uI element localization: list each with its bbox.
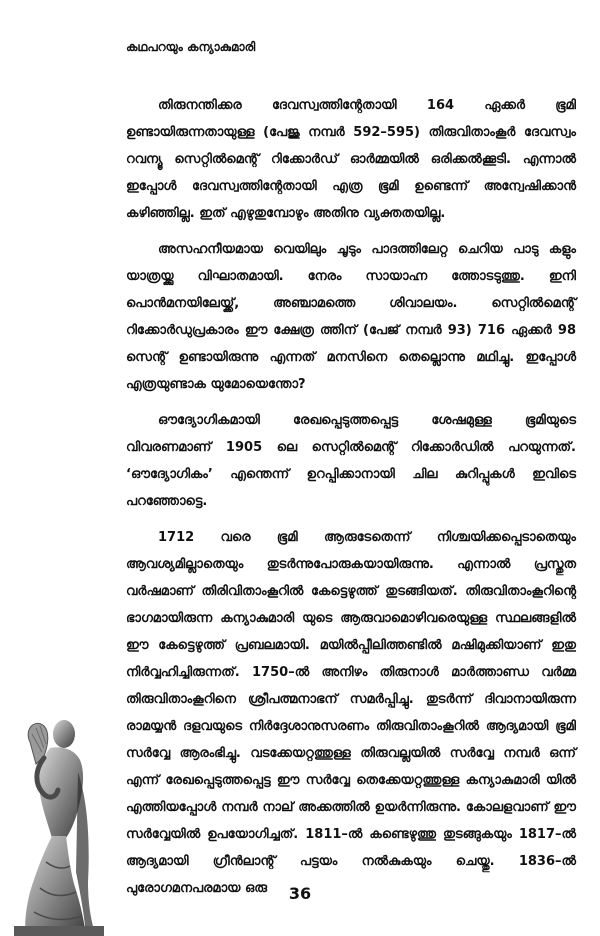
paragraph: അസഹനീയമായ വെയിലും ചൂടും പാദത്തിലേറ്റ ചെറിയ പാടു കളും യാത്രയ്ക്കു വിഘാതമായി. നേരം സായാഹ്ന ത്തോടടുത്തു. ഇനി പൊൻമനയിലേയ്ക്ക്, അഞ്ചാമത്തെ ശിവാലയം. സെറ്റിൽമെന്റ് റിക്കോർഡുപ്രകാരം ഈ ക്ഷേത്ര ത്തിന് (പേജ് നമ്പർ 93) 716 ഏക്കർ 98 സെന്റ് ഉണ്ടായിരുന്നു എന്നത് മനസിനെ തെല്ലൊന്നു മഥിച്ചു. ഇപ്പോൾ എത്രയുണ്ടാക യുമോയെന്തോ? [126, 242, 576, 392]
paragraph: 1712 വരെ ഭൂമി ആരുടേതെന്ന് നിശ്ചയിക്കപ്പെടാതെയും ആവശ്യമില്ലാതെയും തുടർന്നുപോരുകയായിരുന്നു. എന്നാൽ പ്രസ്തുത വർഷമാണ് തിരിവിതാംകൂറിൽ കേട്ടെഴുത്ത് തുടങ്ങിയത്. തിരുവിതാംകൂറിന്റെ ഭാഗമായിരുന്ന കന്യാകുമാരി യുടെ ആരുവാമൊഴിവരെയുള്ള സ്ഥലങ്ങളിൽ ഈ കേട്ടെഴുത്ത് പ്രബലമായി. മയിൽപ്പീലിത്തണ്ടിൽ മഷിമുക്കിയാണ് ഇതു നിർവ്വഹിച്ചിരുന്നത്. 1750–ൽ അനിഴം തിരുനാൾ മാർത്താണ്ഡ വർമ്മ തിരുവിതാംകൂറിനെ ശ്രീപത്മനാഭന് സമർപ്പിച്ചു. തുടർന്ന് ദിവാനായിരുന്ന രാമയ്യൻ ദളവയുടെ നിർദ്ദേശാനുസരണം തിരുവിതാംകൂറിൽ ആദ്യമായി ഭൂമി സർവ്വേ ആരംഭിച്ചു. വടക്കേയറ്റത്തുള്ള തിരുവല്ലയിൽ സർവ്വേ നമ്പർ ഒന്ന് എന്ന് രേഖപ്പെടുത്തപ്പെട്ട ഈ സർവ്വേ തെക്കേയറ്റത്തുള്ള കന്യാകുമാരി യിൽ എത്തിയപ്പോൾ നമ്പർ നാല് അക്കത്തിൽ ഉയർന്നിരുന്നു. കോലളവാണ് ഈ സർവ്വേയിൽ ഉപയോഗിച്ചത്. 1811–ൽ കണ്ടെഴുത്തു തുടങ്ങുകയും 1817–ൽ ആദ്യമായി ഗ്രീൻലാന്റ് പട്ടയം നൽകുകയും ചെയ്തു. 1836–ൽ പുരോഗമനപരമായ ഒരു [126, 530, 576, 896]
paragraph: തിരുനന്തിക്കര ദേവസ്വത്തിന്റേതായി 164 ഏക്കർ ഭൂമി ഉണ്ടായിരുന്നതായുള്ള (പേജു നമ്പർ 592–595) തിരുവിതാംകൂർ ദേവസ്വം റവന്യൂ സെറ്റിൽമെന്റ് റിക്കോർഡ് ഓർമ്മയിൽ ഒരിക്കൽക്കൂടി. എന്നാൽ ഇപ്പോൾ ദേവസ്വത്തിന്റേതായി എത്ര ഭൂമി ഉണ്ടെന്ന് അന്വേഷിക്കാൻ കഴിഞ്ഞില്ല. ഇത് എഴുതുമ്പോഴും അതിനു വ്യക്തതയില്ല. [126, 98, 576, 221]
paragraph: ഔദ്യോഗികമായി രേഖപ്പെടുത്തപ്പെട്ട ശേഷമുള്ള ഭൂമിയുടെ വിവരണമാണ് 1905 ലെ സെറ്റിൽമെന്റ് റിക്കോർഡിൽ പറയുന്നത്. ‘ഔദ്യോഗികം’ എന്തെന്ന് ഉറപ്പിക്കാനായി ചില കുറിപ്പുകൾ ഇവിടെ പറഞ്ഞോട്ടെ. [126, 413, 576, 509]
running-title: കഥപറയും കന്യാകുമാരി [126, 40, 256, 54]
body-text [126, 92, 576, 911]
page-number: 36 [288, 884, 312, 903]
